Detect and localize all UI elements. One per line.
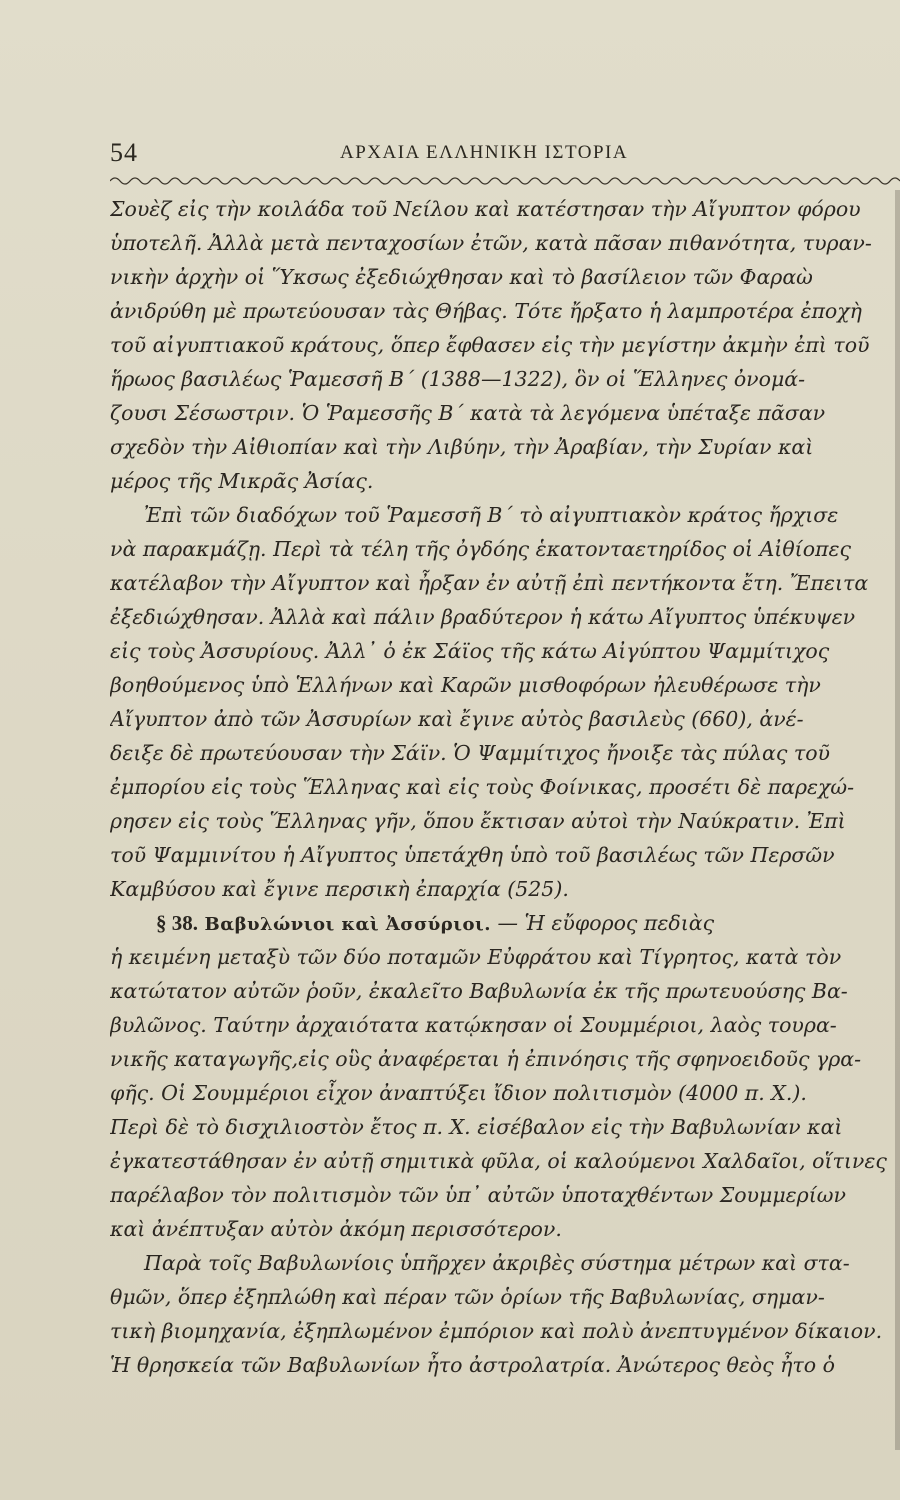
text-line: δειξε δὲ πρωτεύουσαν τὴν Σάϊν. Ὁ Ψαμμίτιχος ἤνοιξε τὰς πύλας τοῦ [110,741,830,765]
paragraph-1 [110,192,900,498]
text-line: θμῶν, ὅπερ ἐξηπλώθη καὶ πέραν τῶν ὁρίων τῆς Βαβυλωνίας, σημαν- [110,1285,825,1309]
page-number: 54 [110,138,138,167]
text-line: τικὴ βιομηχανία, ἐξηπλωμένον ἐμπόριον καὶ πολὺ ἀνεπτυγμένον δίκαιον. [110,1319,883,1343]
section-38 [110,906,900,1246]
section-title: Βαβυλώνιοι καὶ Ἀσσύριοι. [204,914,491,935]
text-line: νικὴν ἀρχὴν οἱ Ὕκσως ἐξεδιώχθησαν καὶ τὸ βασίλειον τῶν Φαραὼ [110,265,813,289]
paragraph-2 [110,498,900,906]
text-line: κατώτατον αὐτῶν ῥοῦν, ἐκαλεῖτο Βαβυλωνία ἐκ τῆς πρωτευούσης Βα- [110,979,848,1003]
text-line: βοηθούμενος ὑπὸ Ἑλλήνων καὶ Καρῶν μισθοφόρων ἠλευθέρωσε τὴν [110,673,821,697]
text-line: ἐμπορίου εἰς τοὺς Ἕλληνας καὶ εἰς τοὺς Φοίνικας, προσέτι δὲ παρεχώ- [110,775,855,799]
text-line: παρέλαβον τὸν πολιτισμὸν τῶν ὑπ᾽ αὐτῶν ὑποταχθέντων Σουμμερίων [110,1183,846,1207]
section-number: § 38. [156,911,198,935]
text-line: μέρος τῆς Μικρᾶς Ἀσίας. [110,469,374,493]
text-line: τοῦ αἰγυπτιακοῦ κράτους, ὅπερ ἔφθασεν εἰς τὴν μεγίστην ἀκμὴν ἐπὶ τοῦ [110,333,870,357]
text-line: ζουσι Σέσωστριν. Ὁ Ῥαμεσσῆς Β΄ κατὰ τὰ λεγόμενα ὑπέταξε πᾶσαν [110,401,826,425]
text-line: Καμβύσου καὶ ἔγινε περσικὴ ἐπαρχία (525). [110,877,569,901]
page-edge-shadow [895,190,900,1450]
text-line: τοῦ Ψαμμινίτου ἡ Αἴγυπτος ὑπετάχθη ὑπὸ τοῦ βασιλέως τῶν Περσῶν [110,843,835,867]
paragraph-4 [110,1246,900,1382]
text-line: Σουὲζ εἰς τὴν κοιλάδα τοῦ Νείλου καὶ κατέστησαν τὴν Αἴγυπτον φόρου [110,197,861,221]
text-line: ρησεν εἰς τοὺς Ἕλληνας γῆν, ὅπου ἔκτισαν αὐτοὶ τὴν Ναύκρατιν. Ἐπὶ [110,809,846,833]
wavy-rule-ornament [110,174,900,188]
text-line: κατέλαβον τὴν Αἴγυπτον καὶ ἦρξαν ἐν αὐτῇ ἐπὶ πεντήκοντα ἔτη. Ἔπειτα [110,571,869,595]
section-first-line-text: — Ἡ εὔφορος πεδιὰς [497,911,715,935]
text-line: Αἴγυπτον ἀπὸ τῶν Ἀσσυρίων καὶ ἔγινε αὐτὸς βασιλεὺς (660), ἀνέ- [110,707,804,731]
section-heading-line [110,906,900,940]
text-line: Περὶ δὲ τὸ δισχιλιοστὸν ἔτος π. Χ. εἰσέβαλον εἰς τὴν Βαβυλωνίαν καὶ [110,1115,843,1139]
running-title: ΑΡΧΑΙΑ ΕΛΛΗΝΙΚΗ ΙΣΤΟΡΙΑ [340,142,629,163]
text-line: ὑποτελῆ. Ἀλλὰ μετὰ πενταχοσίων ἐτῶν, κατὰ πᾶσαν πιθανότητα, τυραν- [110,231,872,255]
text-line: ἐξεδιώχθησαν. Ἀλλὰ καὶ πάλιν βραδύτερον ἡ κάτω Αἴγυπτος ὑπέκυψεν [110,605,856,629]
text-line: ἐγκατεστάθησαν ἐν αὐτῇ σημιτικὰ φῦλα, οἱ καλούμενοι Χαλδαῖοι, οἵτινες [110,1149,887,1173]
text-line: εἰς τοὺς Ἀσσυρίους. Ἀλλ᾽ ὁ ἐκ Σάϊος τῆς κάτω Αἰγύπτου Ψαμμίτιχος [110,639,830,663]
text-line: καὶ ἀνέπτυξαν αὐτὸν ἀκόμη περισσότερον. [110,1217,562,1241]
text-line: Παρὰ τοῖς Βαβυλωνίοις ὑπῆρχεν ἀκριβὲς σύστημα μέτρων καὶ στα- [144,1251,850,1275]
text-line: ἡ κειμένη μεταξὺ τῶν δύο ποταμῶν Εὐφράτου καὶ Τίγρητος, κατὰ τὸν [110,945,842,969]
text-line: Ἐπὶ τῶν διαδόχων τοῦ Ῥαμεσσῆ Β΄ τὸ αἰγυπτιακὸν κράτος ἤρχισε [144,503,839,527]
text-line: ἀνιδρύθη μὲ πρωτεύουσαν τὰς Θήβας. Τότε ἤρξατο ἡ λαμπροτέρα ἐποχὴ [110,299,862,323]
text-line: ἥρωος βασιλέως Ῥαμεσσῆ Β΄ (1388—1322), ὃν οἱ Ἕλληνες ὀνομά- [110,367,806,391]
text-line: σχεδὸν τὴν Αἰθιοπίαν καὶ τὴν Λιβύην, τὴν Ἀραβίαν, τὴν Συρίαν καὶ [110,435,814,459]
text-line: Ἡ θρησκεία τῶν Βαβυλωνίων ἦτο ἀστρολατρία. Ἀνώτερος θεὸς ἦτο ὁ [110,1353,835,1377]
text-line: βυλῶνος. Ταύτην ἀρχαιότατα κατῴκησαν οἱ Σουμμέριοι, λαὸς τουρα- [110,1013,837,1037]
page-header [110,138,900,174]
text-line: νὰ παρακμάζῃ. Περὶ τὰ τέλη τῆς ὀγδόης ἑκατονταετηρίδος οἱ Αἰθίοπες [110,537,851,561]
text-line: φῆς. Οἱ Σουμμέριοι εἶχον ἀναπτύξει ἴδιον πολιτισμὸν (4000 π. Χ.). [110,1081,807,1105]
text-body [110,192,900,1382]
text-line: νικῆς καταγωγῆς,εἰς οὓς ἀναφέρεται ἡ ἐπινόησις τῆς σφηνοειδοῦς γρα- [110,1047,862,1071]
